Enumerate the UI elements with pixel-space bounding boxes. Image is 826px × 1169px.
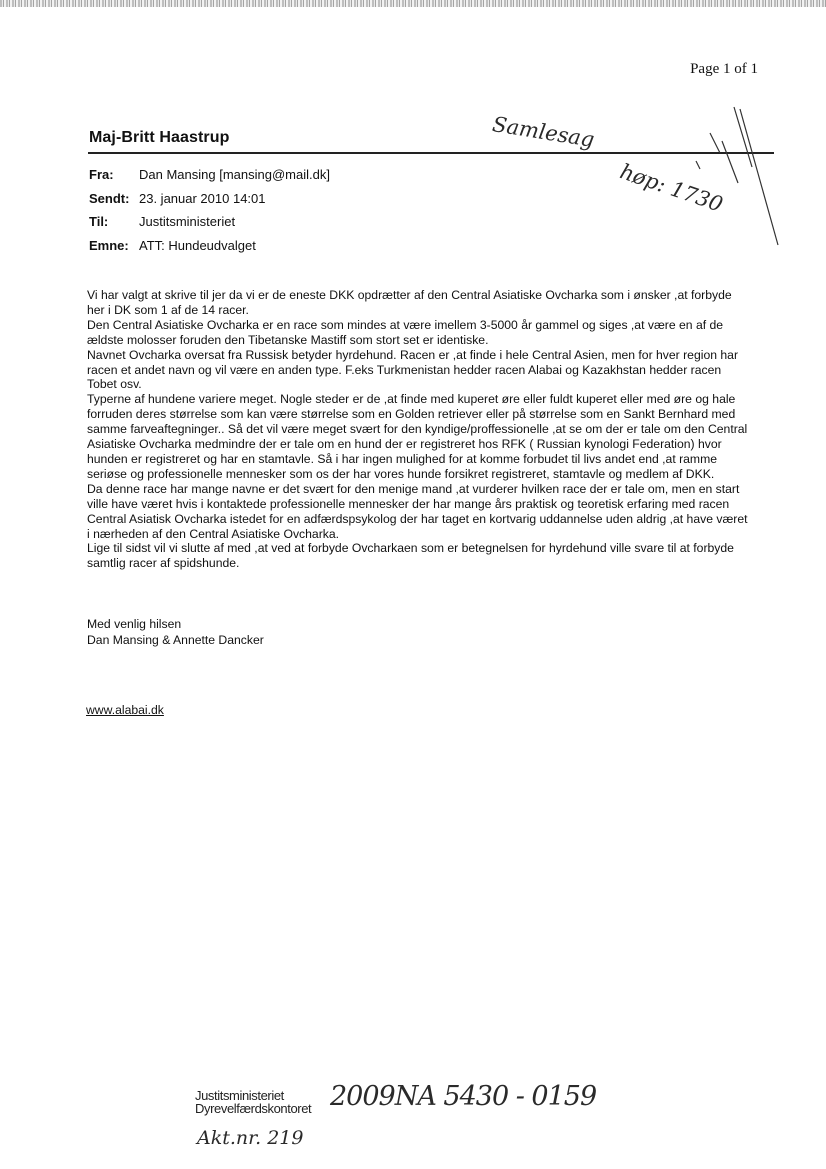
header-value: Justitsministeriet [139,214,236,229]
header-label: Til: [89,214,109,229]
email-body [87,288,752,571]
signature-block [87,616,264,648]
body-paragraph: Vi har valgt at skrive til jer da vi er de eneste DKK opdrætter af den Central Asiatiske Ovcharka som i ønsker ,at forbyde her i DK som 1 af de 14 racer. [87,288,732,317]
handwritten-akt-number: Akt.nr. 219 [197,1127,304,1149]
stamp-line-office: Dyrevelfærdskontoret [195,1101,312,1116]
stamp-line-ministry: Justitsministeriet [195,1088,284,1103]
website-link[interactable]: www.alabai.dk [86,703,164,717]
handwritten-samlesag: Samlesag [490,112,596,152]
header-label: Sendt: [89,190,130,206]
page-number: Page 1 of 1 [690,61,758,77]
header-to [89,214,330,238]
closing-names: Dan Mansing & Annette Dancker [87,633,264,647]
header-sent [89,191,330,215]
body-paragraph: Den Central Asiatiske Ovcharka er en race som mindes at være imellem 3-5000 år gammel og siges ,at være en af de ældste molosser foruden den Tibetanske Mastiff som stort set er identiske. [87,317,724,347]
handwritten-case-reference: 2009NA 5430 - 0159 [330,1081,597,1112]
fax-header-band [0,0,826,7]
sender-name-heading: Maj-Britt Haastrup [89,129,230,146]
body-paragraph: Typerne af hundene variere meget. Nogle steder er de ,at finde med kuperet øre eller fuldt kuperet eller med øre og hale forruden deres størrelse som kan være størrelse som en Golden retriever eller på størrelse som en Sankt Bernhard med samme farveaftegninger.. Så det vil være meget svært for den kyndige/proffessionelle ,at se om der er tale om den Central Asiatiske Ovcharka medmindre der er tale om en hund der er registreret hos RFK ( Russian kynologi Federation) hvor hunden er registreret og har en stamtavle. Så i har ingen mulighed for at komme forbudet til livs andet end ,at ramme seriøse og professionelle mennesker som os der har vores hunde forsikret registreret, stamtavle og medlem af DKK. [87,392,748,481]
header-from [89,167,330,191]
handwritten-hoep-number: høp: 1730 [617,159,726,217]
email-headers [89,167,330,261]
closing-greeting: Med venlig hilsen [87,617,182,631]
handwritten-strike-marks [690,105,780,255]
body-paragraph: Navnet Ovcharka oversat fra Russisk betyder hyrdehund. Racen er ,at finde i hele Central Asien, men for hver region har racen et andet navn og vil være en anden type. F.eks Turkmenistan hedder racen Alabai og Kazakhstan hedder racen Tobet osv. [87,347,739,392]
header-value: ATT: Hundeudvalget [139,237,256,253]
heading-divider [88,152,774,154]
header-subject [89,238,330,262]
header-value: 23. januar 2010 14:01 [139,190,266,206]
header-value: Dan Mansing [mansing@mail.dk] [139,167,330,182]
header-label: Emne: [89,237,129,253]
ministry-stamp [195,1089,311,1115]
body-paragraph: Lige til sidst vil vi slutte af med ,at ved at forbyde Ovcharkaen som er betegnelsen for hyrdehund ville svare til at forbyde samtlig racer af spidshunde. [87,541,734,571]
header-label: Fra: [89,167,114,182]
body-paragraph: Da denne race har mange navne er det svært for den menige mand ,at vurderer hvilken race der er tale om, men en start ville have været hvis i kontaktede professionelle mennesker der har mange års praktisk og teoretisk erfaring med racen Central Asiatisk Ovcharka istedet for en adfærdspsykolog der har taget en kortvarig uddannelse uden aldrig ,at have været i nærheden af den Central Asiatiske Ovcharka. [87,481,748,541]
